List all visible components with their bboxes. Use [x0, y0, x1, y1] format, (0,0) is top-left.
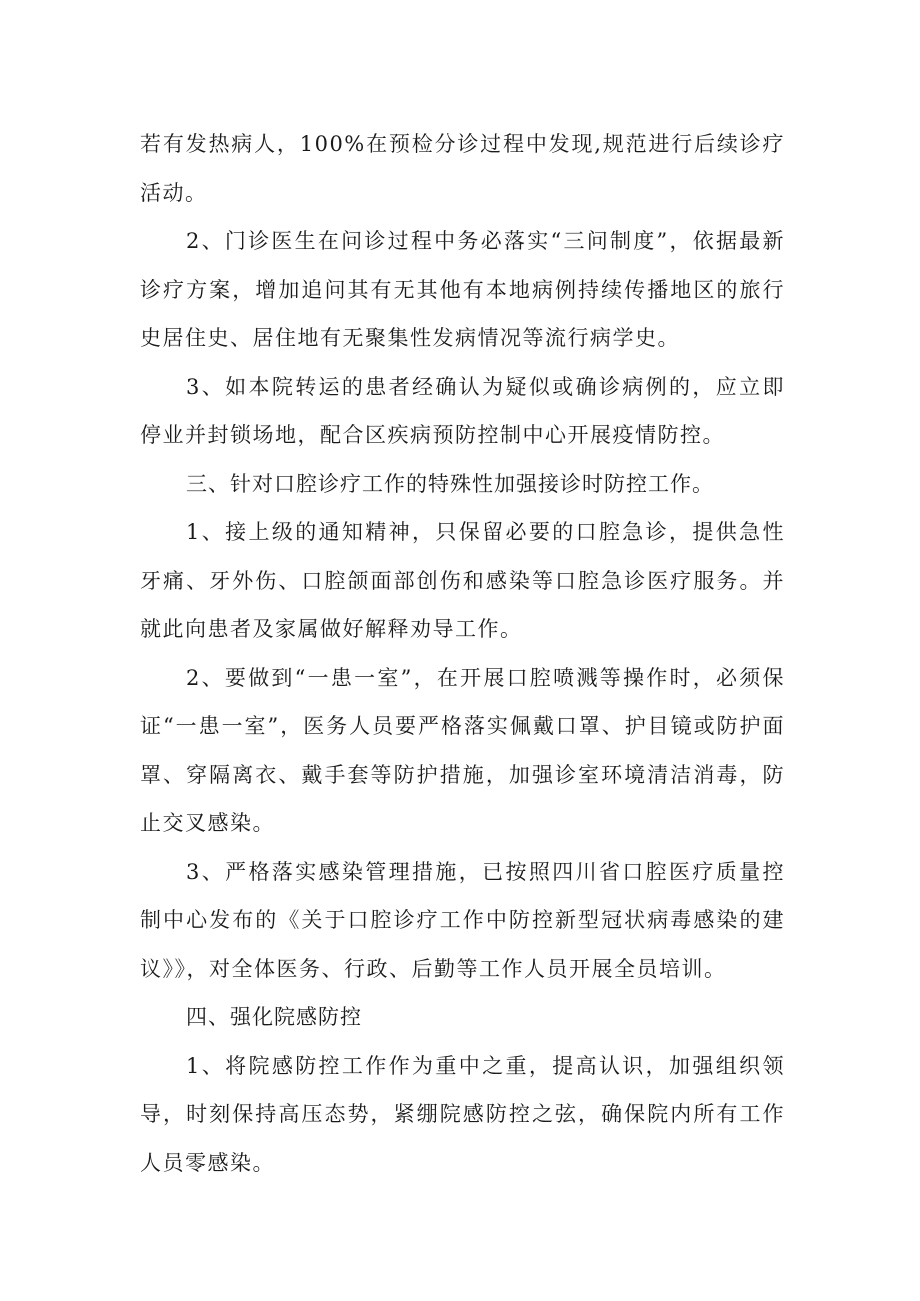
section-heading-four: 四、强化院感防控: [186, 1005, 362, 1029]
paragraph-one-patient-one-room: 2、要做到“一患一室”，在开展口腔喷溅等操作时，必须保证“一患一室”，医务人员要严格落实佩戴口罩、护目镜或防护面罩、穿隔离衣、戴手套等防护措施，加强诊室环境清洁消毒，防止交叉感染。: [140, 665, 785, 835]
paragraph-fever-screening: 若有发热病人，100%在预检分诊过程中发现,规范进行后续诊疗活动。: [140, 132, 785, 205]
paragraph-infection-management: 3、严格落实感染管理措施，已按照四川省口腔医疗质量控制中心发布的《关于口腔诊疗工作中防控新型冠状病毒感染的建议》》，对全体医务、行政、后勤等工作人员开展全员培训。: [140, 859, 785, 981]
section-heading-three: 三、针对口腔诊疗工作的特殊性加强接诊时防控工作。: [186, 471, 714, 496]
document-page: [140, 120, 785, 1187]
paragraph-three-questions: 2、门诊医生在问诊过程中务必落实“三问制度”，依据最新诊疗方案，增加追问其有无其他有本地病例持续传播地区的旅行史居住史、居住地有无聚集性发病情况等流行病学史。: [140, 229, 785, 350]
paragraph-emergency-only: 1、接上级的通知精神，只保留必要的口腔急诊，提供急性牙痛、牙外伤、口腔颌面部创伤和感染等口腔急诊医疗服务。并就此向患者及家属做好解释劝导工作。: [140, 520, 785, 641]
paragraph-confirmed-case: 3、如本院转运的患者经确认为疑似或确诊病例的，应立即停业并封锁场地，配合区疾病预防控制中心开展疫情防控。: [140, 374, 785, 447]
paragraph-hospital-infection-control: 1、将院感防控工作作为重中之重，提高认识，加强组织领导，时刻保持高压态势，紧绷院感防控之弦，确保院内所有工作人员零感染。: [140, 1053, 785, 1175]
